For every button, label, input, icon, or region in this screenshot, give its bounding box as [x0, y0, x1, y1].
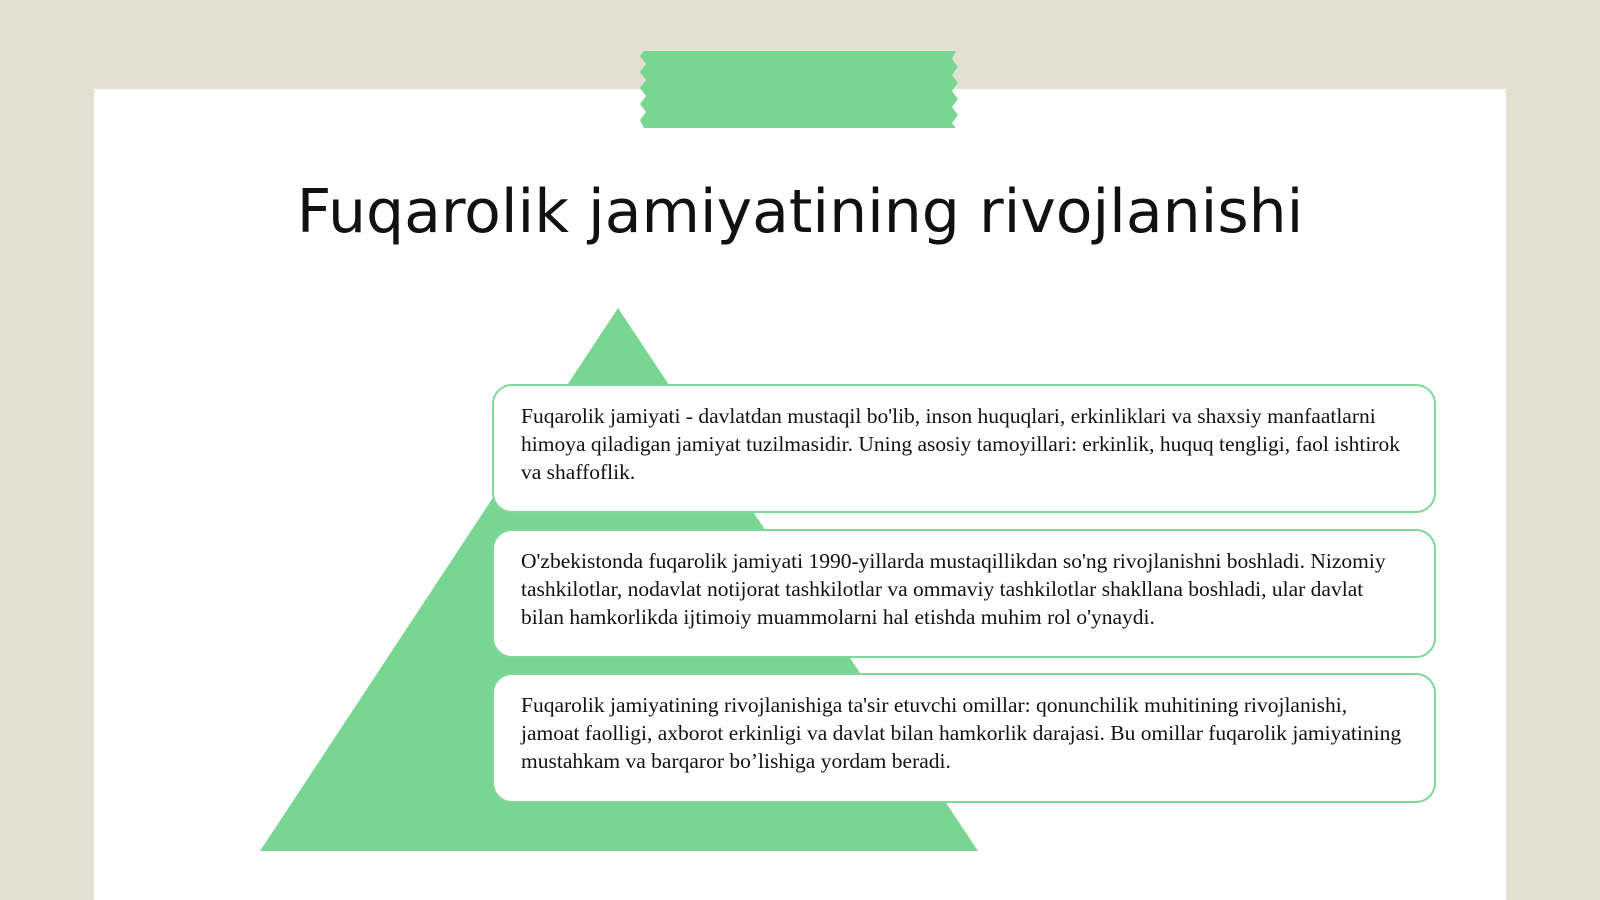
info-card-text: O'zbekistonda fuqarolik jamiyati 1990-yillarda mustaqillikdan so'ng rivojlanishni boshladi. Nizomiy tashkilotlar, nodavlat notijorat tashkilotlar va ommaviy tashkilotlar shakllana boshladi, ular davlat bilan hamkorlikda ijtimoiy muammolarni hal etishda muhim rol o'ynaydi.: [521, 549, 1386, 629]
info-card-text: Fuqarolik jamiyatining rivojlanishiga ta'sir etuvchi omillar: qonunchilik muhitining rivojlanishi, jamoat faolligi, axborot erkinligi va davlat bilan hamkorlik darajasi. Bu omillar fuqarolik jamiyatining mustahkam va barqaror bo’lishiga yordam beradi.: [521, 693, 1402, 773]
info-card-definition: [492, 384, 1436, 513]
info-card-text: Fuqarolik jamiyati - davlatdan mustaqil bo'lib, inson huquqlari, erkinliklari va shaxsiy manfaatlarni himoya qiladigan jamiyat tuzilmasidir. Uning asosiy tamoyillari: erkinlik, huquq tengligi, faol ishtirok va shaffoflik.: [521, 404, 1400, 484]
info-card-history: [492, 529, 1436, 658]
info-card-factors: [492, 673, 1436, 803]
slide-title: Fuqarolik jamiyatining rivojlanishi: [296, 177, 1304, 247]
tape-decoration: [640, 51, 958, 128]
